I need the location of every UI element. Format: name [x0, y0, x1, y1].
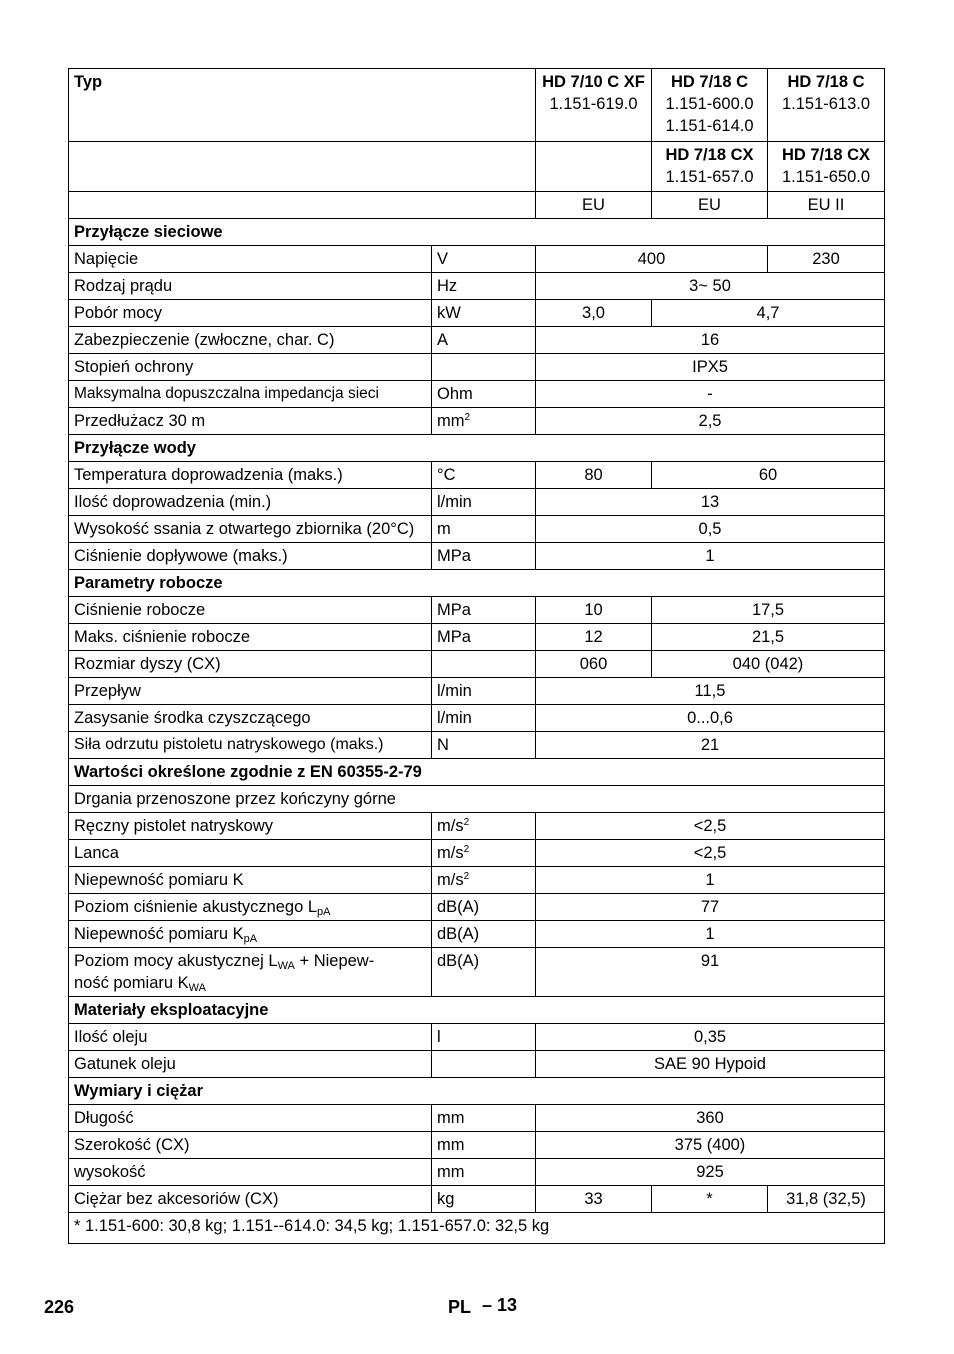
- row-value: 80: [536, 462, 652, 489]
- page-number: 226: [44, 1297, 75, 1317]
- row-label: Maks. ciśnienie robocze: [69, 624, 432, 651]
- subsection-header: [69, 786, 885, 813]
- row-unit: [432, 651, 536, 678]
- row-label: Ilość oleju: [69, 1024, 432, 1051]
- table-row: [69, 651, 885, 678]
- unit-text: m/s: [437, 817, 464, 835]
- row-value: 230: [768, 246, 885, 273]
- row-unit: m: [432, 516, 536, 543]
- row-label: Pobór mocy: [69, 300, 432, 327]
- row-value: 0,5: [536, 516, 885, 543]
- region-row: [69, 192, 885, 219]
- row-value: 0...0,6: [536, 705, 885, 732]
- table-row: [69, 1159, 885, 1186]
- row-value: 77: [536, 894, 885, 921]
- model-2-number-1: 1.151-600.0: [665, 95, 754, 113]
- row-value: 925: [536, 1159, 885, 1186]
- section-header: [69, 219, 885, 246]
- unit-text: mm: [437, 412, 465, 430]
- row-value: 60: [652, 462, 885, 489]
- unit-text: m/s: [437, 844, 464, 862]
- row-label: Ilość doprowadzenia (min.): [69, 489, 432, 516]
- row-value: 13: [536, 489, 885, 516]
- table-row: [69, 516, 885, 543]
- row-value: 1: [536, 921, 885, 948]
- model-2-cell: [652, 69, 768, 142]
- model-2-region: EU: [652, 192, 768, 219]
- table-row: [69, 1024, 885, 1051]
- row-unit: Hz: [432, 273, 536, 300]
- table-row: [69, 327, 885, 354]
- row-label: Zasysanie środka czyszczącego: [69, 705, 432, 732]
- model-header-row: [69, 69, 885, 142]
- row-value: 91: [536, 948, 885, 997]
- row-unit: [432, 1051, 536, 1078]
- label-text: Poziom ciśnienie akustycznego L: [74, 898, 318, 916]
- row-label: Rozmiar dyszy (CX): [69, 651, 432, 678]
- table-row: [69, 867, 885, 894]
- empty-cell: [536, 142, 652, 192]
- row-value: <2,5: [536, 813, 885, 840]
- model-1-cell: [536, 69, 652, 142]
- table-row: [69, 597, 885, 624]
- label-text: ność pomiaru K: [74, 974, 189, 992]
- row-value: 360: [536, 1105, 885, 1132]
- row-label: Przepływ: [69, 678, 432, 705]
- unit-superscript: 2: [463, 817, 470, 828]
- row-label: Gatunek oleju: [69, 1051, 432, 1078]
- label-text: Poziom mocy akustycznej L: [74, 952, 278, 970]
- row-value: IPX5: [536, 354, 885, 381]
- table-row: [69, 354, 885, 381]
- row-label: Ciśnienie dopływowe (maks.): [69, 543, 432, 570]
- row-value: 16: [536, 327, 885, 354]
- row-value: 3,0: [536, 300, 652, 327]
- row-value: 12: [536, 624, 652, 651]
- row-unit: dB(A): [432, 948, 536, 997]
- section-header: [69, 759, 885, 786]
- table-row: [69, 921, 885, 948]
- model-2-number-2: 1.151-614.0: [665, 117, 754, 135]
- row-unit: kW: [432, 300, 536, 327]
- row-unit: A: [432, 327, 536, 354]
- row-label: Napięcie: [69, 246, 432, 273]
- row-unit: V: [432, 246, 536, 273]
- row-unit: MPa: [432, 624, 536, 651]
- row-unit: mm: [432, 1105, 536, 1132]
- row-label: Zabezpieczenie (zwłoczne, char. C): [69, 327, 432, 354]
- unit-superscript: 2: [464, 412, 471, 423]
- row-value: 0,35: [536, 1024, 885, 1051]
- label-subscript: WA: [277, 960, 295, 972]
- model-3-name: HD 7/18 C: [787, 73, 865, 91]
- row-value: 31,8 (32,5): [768, 1186, 885, 1213]
- row-value: 3~ 50: [536, 273, 885, 300]
- model-2b-cell: [652, 142, 768, 192]
- row-unit: °C: [432, 462, 536, 489]
- section-title: Przyłącze wody: [69, 435, 885, 462]
- model-3-number: 1.151-613.0: [781, 95, 871, 113]
- row-value: 21,5: [652, 624, 885, 651]
- row-label: [69, 921, 432, 948]
- row-label: Ręczny pistolet natryskowy: [69, 813, 432, 840]
- model-3b-number: 1.151-650.0: [781, 168, 871, 186]
- table-row: [69, 489, 885, 516]
- row-value: 17,5: [652, 597, 885, 624]
- model-1-number: 1.151-619.0: [549, 95, 638, 113]
- table-row: [69, 1051, 885, 1078]
- row-value: 1: [536, 543, 885, 570]
- page-reference: – 13: [482, 1295, 518, 1315]
- row-value: SAE 90 Hypoid: [536, 1051, 885, 1078]
- row-unit: l/min: [432, 705, 536, 732]
- label-subscript: pA: [243, 933, 258, 945]
- row-value: 060: [536, 651, 652, 678]
- table-row: [69, 732, 885, 759]
- row-value: *: [652, 1186, 768, 1213]
- row-value: 10: [536, 597, 652, 624]
- row-label: Ciężar bez akcesoriów (CX): [69, 1186, 432, 1213]
- row-unit: [432, 840, 536, 867]
- section-title: Wartości określone zgodnie z EN 60355-2-79: [69, 759, 885, 786]
- section-title: Parametry robocze: [69, 570, 885, 597]
- row-label: [69, 948, 432, 997]
- row-label: Temperatura doprowadzenia (maks.): [69, 462, 432, 489]
- row-value: 33: [536, 1186, 652, 1213]
- row-unit: l: [432, 1024, 536, 1051]
- row-value: 375 (400): [536, 1132, 885, 1159]
- table-row: [69, 894, 885, 921]
- row-value: 11,5: [536, 678, 885, 705]
- row-unit: MPa: [432, 543, 536, 570]
- row-unit: [432, 408, 536, 435]
- model-2b-number: 1.151-657.0: [665, 168, 754, 186]
- empty-cell: [69, 142, 536, 192]
- table-row: [69, 840, 885, 867]
- subsection-title: Drgania przenoszone przez kończyny górne: [69, 786, 885, 813]
- section-title: Materiały eksploatacyjne: [69, 997, 885, 1024]
- table-row: [69, 300, 885, 327]
- row-label: Długość: [69, 1105, 432, 1132]
- model-3b-cell: [768, 142, 885, 192]
- row-label: [69, 894, 432, 921]
- row-unit: mm: [432, 1159, 536, 1186]
- row-label: Przedłużacz 30 m: [69, 408, 432, 435]
- label-text: Niepewność pomiaru K: [74, 925, 244, 943]
- label-line-1: [74, 950, 426, 972]
- section-header: [69, 435, 885, 462]
- section-title: Przyłącze sieciowe: [69, 219, 885, 246]
- table-row: [69, 1132, 885, 1159]
- label-subscript: WA: [188, 982, 206, 994]
- table-row: [69, 246, 885, 273]
- row-label: Rodzaj prądu: [69, 273, 432, 300]
- table-row: [69, 543, 885, 570]
- section-header: [69, 570, 885, 597]
- row-unit: mm: [432, 1132, 536, 1159]
- row-label: Niepewność pomiaru K: [69, 867, 432, 894]
- table-row: [69, 381, 885, 408]
- table-row: [69, 408, 885, 435]
- row-value: 2,5: [536, 408, 885, 435]
- table-row: [69, 813, 885, 840]
- empty-cell: [69, 192, 536, 219]
- row-label: Stopień ochrony: [69, 354, 432, 381]
- unit-superscript: 2: [463, 844, 470, 855]
- table-row: [69, 948, 885, 997]
- row-value: 21: [536, 732, 885, 759]
- unit-text: m/s: [437, 871, 464, 889]
- section-header: [69, 997, 885, 1024]
- footnote-row: [69, 1213, 885, 1244]
- model-1-name: HD 7/10 C XF: [542, 73, 645, 91]
- table-row: [69, 462, 885, 489]
- row-value: <2,5: [536, 840, 885, 867]
- row-unit: kg: [432, 1186, 536, 1213]
- row-value: 4,7: [652, 300, 885, 327]
- label-text: + Niepew-: [294, 952, 375, 970]
- model-3b-name: HD 7/18 CX: [781, 146, 871, 164]
- unit-superscript: 2: [463, 871, 470, 882]
- table-row: [69, 273, 885, 300]
- section-title: Wymiary i ciężar: [69, 1078, 885, 1105]
- row-label: Siła odrzutu pistoletu natryskowego (maks.): [69, 732, 432, 759]
- table-row: [69, 705, 885, 732]
- row-unit: [432, 867, 536, 894]
- label-line-2: [74, 972, 426, 994]
- row-unit: N: [432, 732, 536, 759]
- language-code: PL: [448, 1297, 472, 1317]
- table-row: [69, 1186, 885, 1213]
- model-1-region: EU: [536, 192, 652, 219]
- row-label: Maksymalna dopuszczalna impedancja sieci: [69, 381, 432, 408]
- row-label: Lanca: [69, 840, 432, 867]
- model-2-name: HD 7/18 C: [670, 73, 749, 91]
- row-value: 400: [536, 246, 768, 273]
- label-subscript: pA: [317, 906, 331, 918]
- row-unit: [432, 354, 536, 381]
- table-row: [69, 678, 885, 705]
- row-value: -: [536, 381, 885, 408]
- row-unit: dB(A): [432, 921, 536, 948]
- row-value: 040 (042): [652, 651, 885, 678]
- table-row: [69, 1105, 885, 1132]
- model-cx-row: [69, 142, 885, 192]
- type-label: Typ: [69, 69, 536, 142]
- table-row: [69, 624, 885, 651]
- model-2b-name: HD 7/18 CX: [665, 146, 754, 164]
- row-label: wysokość: [69, 1159, 432, 1186]
- model-3-region: EU II: [768, 192, 885, 219]
- model-3-cell: [768, 69, 885, 142]
- row-unit: [432, 813, 536, 840]
- section-header: [69, 1078, 885, 1105]
- row-label: Szerokość (CX): [69, 1132, 432, 1159]
- row-unit: l/min: [432, 489, 536, 516]
- row-unit: Ohm: [432, 381, 536, 408]
- row-label: Wysokość ssania z otwartego zbiornika (20°C): [69, 516, 432, 543]
- row-label: Ciśnienie robocze: [69, 597, 432, 624]
- row-value: 1: [536, 867, 885, 894]
- technical-data-table: [68, 68, 885, 1244]
- footnote: * 1.151-600: 30,8 kg; 1.151--614.0: 34,5 kg; 1.151-657.0: 32,5 kg: [69, 1213, 885, 1244]
- row-unit: l/min: [432, 678, 536, 705]
- row-unit: MPa: [432, 597, 536, 624]
- row-unit: dB(A): [432, 894, 536, 921]
